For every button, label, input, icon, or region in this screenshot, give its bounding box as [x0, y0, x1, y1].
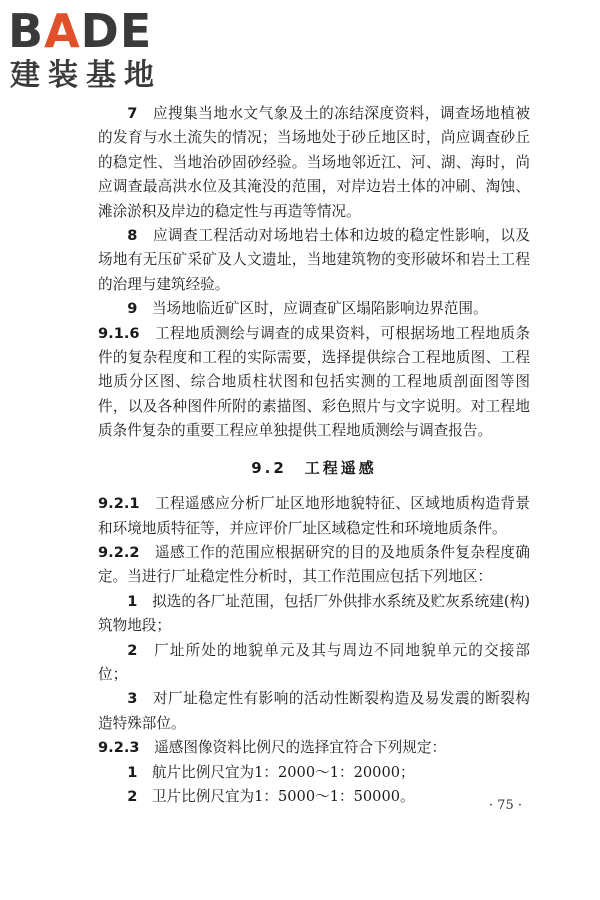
clause-text: 遥感图像资料比例尺的选择宜符合下列规定： — [154, 739, 447, 757]
clause-text: 应调查工程活动对场地岩土体和边坡的稳定性影响，以及场地有无压矿采矿及人文遗址，当地建筑物的变形破坏和岩土工程的治理与建筑经验。 — [98, 227, 530, 293]
clause-item — [98, 541, 530, 590]
clause-number: 1 — [127, 592, 138, 610]
clause-number: 9.2.3 — [98, 739, 140, 757]
clause-number: 8 — [127, 227, 138, 245]
clause-item — [98, 590, 530, 639]
clause-number: 2 — [127, 641, 138, 659]
brand-wordmark — [8, 6, 152, 56]
clause-text: 遥感工作的范围应根据研究的目的及地质条件复杂程度确定。当进行厂址稳定性分析时，其工作范围应包括下列地区： — [98, 543, 530, 586]
clause-number: 9.1.6 — [98, 324, 140, 342]
clause-number: 2 — [127, 787, 138, 805]
clause-item — [98, 297, 530, 321]
clause-item — [98, 761, 530, 785]
clause-number: 3 — [127, 690, 138, 708]
brand-subtitle: 建装基地 — [10, 58, 162, 93]
page-number: · 75 · — [488, 798, 522, 813]
clause-item — [98, 639, 530, 688]
clause-number: 9 — [127, 300, 138, 318]
clause-item — [98, 322, 530, 444]
clause-text: 厂址所处的地貌单元及其与周边不同地貌单元的交接部位； — [98, 641, 530, 683]
clause-text: 对厂址稳定性有影响的活动性断裂构造及易发震的断裂构造特殊部位。 — [98, 690, 530, 732]
clause-item — [98, 102, 530, 224]
section-number: 9.2 — [251, 458, 287, 477]
clause-item — [98, 687, 530, 736]
clause-text: 卫片比例尺宜为1：5000～1：50000。 — [151, 787, 415, 805]
clause-text: 应搜集当地水文气象及土的冻结深度资料，调查场地植被的发育与水土流失的情况；当场地处于砂丘地区时，尚应调查砂丘的稳定性、当地治砂固砂经验。当场地邻近江、河、湖、海时，尚应调查最高洪水位及其淹没的范围，对岸边岩土体的冲刷、淘蚀、滩涂淤积及岸边的稳定性与再造等情况。 — [98, 105, 530, 220]
clause-item — [98, 736, 530, 760]
clause-number: 9.2.1 — [98, 495, 140, 513]
clause-number: 7 — [127, 105, 138, 122]
clause-item — [98, 492, 530, 541]
brand-logo — [8, 6, 178, 98]
clause-text: 工程遥感应分析厂址区地形地貌特征、区域地质构造背景和环境地质特征等，并应评价厂址区域稳定性和环境地质条件。 — [98, 495, 530, 537]
clause-item — [98, 224, 530, 297]
brand-part1: B — [8, 4, 45, 58]
clause-number: 1 — [127, 763, 138, 781]
clause-text: 拟选的各厂址范围，包括厂外供排水系统及贮灰系统建(构)筑物地段； — [98, 592, 530, 635]
brand-part2: DE — [80, 4, 153, 58]
clause-text: 工程地质测绘与调查的成果资料，可根据场地工程地质条件的复杂程度和工程的实际需要，选择提供综合工程地质图、工程地质分区图、综合地质柱状图和包括实测的工程地质剖面图等图件，以及各种图件所附的素描图、彩色照片与文字说明。对工程地质条件复杂的重要工程应单独提供工程地质测绘与调查报告。 — [98, 324, 530, 440]
clause-text: 航片比例尺宜为1：2000～1：20000； — [151, 763, 415, 781]
brand-accent: A — [44, 4, 81, 58]
section-title: 工程遥感 — [304, 458, 377, 477]
document-body — [98, 102, 530, 809]
clause-text: 当场地临近矿区时，应调查矿区塌陷影响边界范围。 — [151, 300, 488, 318]
clause-number: 9.2.2 — [98, 543, 140, 561]
clause-item — [98, 785, 530, 809]
section-heading — [98, 456, 530, 480]
